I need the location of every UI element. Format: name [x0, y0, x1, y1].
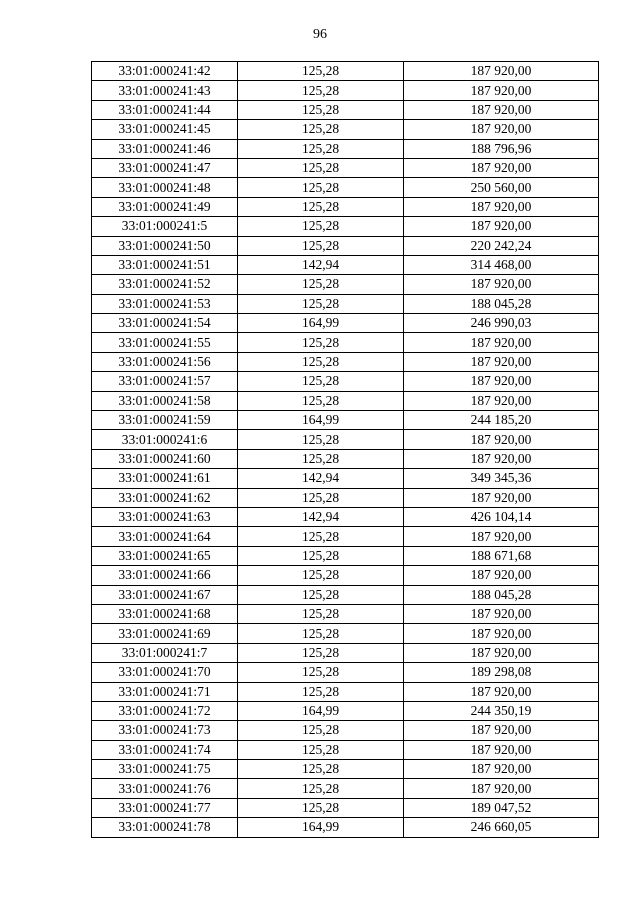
table-row: [92, 255, 599, 274]
table-row: [92, 139, 599, 158]
area-cell: 125,28: [238, 294, 404, 313]
cadastral-number-cell: 33:01:000241:49: [92, 197, 238, 216]
value-cell: 187 920,00: [404, 391, 599, 410]
value-cell: 187 920,00: [404, 721, 599, 740]
value-cell: 187 920,00: [404, 604, 599, 623]
table-row: [92, 314, 599, 333]
table-row: [92, 294, 599, 313]
area-cell: 125,28: [238, 760, 404, 779]
cadastral-number-cell: 33:01:000241:42: [92, 62, 238, 81]
cadastral-number-cell: 33:01:000241:55: [92, 333, 238, 352]
cadastral-number-cell: 33:01:000241:73: [92, 721, 238, 740]
cadastral-number-cell: 33:01:000241:5: [92, 217, 238, 236]
area-cell: 125,28: [238, 566, 404, 585]
table-row: [92, 100, 599, 119]
cadastral-number-cell: 33:01:000241:76: [92, 779, 238, 798]
area-cell: 125,28: [238, 158, 404, 177]
table-row: [92, 740, 599, 759]
cadastral-number-cell: 33:01:000241:65: [92, 546, 238, 565]
cadastral-number-cell: 33:01:000241:44: [92, 100, 238, 119]
area-cell: 164,99: [238, 314, 404, 333]
cadastral-number-cell: 33:01:000241:53: [92, 294, 238, 313]
area-cell: 125,28: [238, 81, 404, 100]
cadastral-number-cell: 33:01:000241:48: [92, 178, 238, 197]
area-cell: 125,28: [238, 62, 404, 81]
table-row: [92, 120, 599, 139]
area-cell: 125,28: [238, 624, 404, 643]
table-row: [92, 236, 599, 255]
area-cell: 125,28: [238, 546, 404, 565]
area-cell: 125,28: [238, 275, 404, 294]
table-row: [92, 760, 599, 779]
area-cell: 125,28: [238, 372, 404, 391]
value-cell: 187 920,00: [404, 100, 599, 119]
cadastral-number-cell: 33:01:000241:46: [92, 139, 238, 158]
area-cell: 142,94: [238, 255, 404, 274]
value-cell: 187 920,00: [404, 430, 599, 449]
value-cell: 188 671,68: [404, 546, 599, 565]
area-cell: 164,99: [238, 701, 404, 720]
value-cell: 187 920,00: [404, 779, 599, 798]
value-cell: 189 047,52: [404, 798, 599, 817]
cadastral-number-cell: 33:01:000241:56: [92, 352, 238, 371]
cadastral-number-cell: 33:01:000241:77: [92, 798, 238, 817]
table-row: [92, 372, 599, 391]
value-cell: 187 920,00: [404, 488, 599, 507]
area-cell: 125,28: [238, 779, 404, 798]
value-cell: 187 920,00: [404, 120, 599, 139]
parcel-table: [91, 61, 599, 838]
cadastral-number-cell: 33:01:000241:54: [92, 314, 238, 333]
value-cell: 187 920,00: [404, 352, 599, 371]
area-cell: 125,28: [238, 430, 404, 449]
value-cell: 188 045,28: [404, 294, 599, 313]
table-row: [92, 624, 599, 643]
table-row: [92, 663, 599, 682]
cadastral-number-cell: 33:01:000241:75: [92, 760, 238, 779]
table-row: [92, 411, 599, 430]
table-row: [92, 527, 599, 546]
table-row: [92, 81, 599, 100]
table-row: [92, 643, 599, 662]
area-cell: 125,28: [238, 333, 404, 352]
value-cell: 314 468,00: [404, 255, 599, 274]
area-cell: 164,99: [238, 411, 404, 430]
table-row: [92, 701, 599, 720]
table-row: [92, 333, 599, 352]
cadastral-number-cell: 33:01:000241:63: [92, 507, 238, 526]
value-cell: 188 796,96: [404, 139, 599, 158]
area-cell: 125,28: [238, 197, 404, 216]
page-number: 96: [313, 27, 327, 42]
area-cell: 125,28: [238, 391, 404, 410]
value-cell: 187 920,00: [404, 217, 599, 236]
cadastral-number-cell: 33:01:000241:52: [92, 275, 238, 294]
cadastral-number-cell: 33:01:000241:70: [92, 663, 238, 682]
value-cell: 246 660,05: [404, 818, 599, 837]
cadastral-number-cell: 33:01:000241:64: [92, 527, 238, 546]
table-row: [92, 391, 599, 410]
table-row: [92, 604, 599, 623]
area-cell: 142,94: [238, 507, 404, 526]
table-row: [92, 779, 599, 798]
area-cell: 125,28: [238, 139, 404, 158]
cadastral-number-cell: 33:01:000241:62: [92, 488, 238, 507]
area-cell: 125,28: [238, 721, 404, 740]
table-row: [92, 546, 599, 565]
cadastral-number-cell: 33:01:000241:78: [92, 818, 238, 837]
table-row: [92, 507, 599, 526]
value-cell: 187 920,00: [404, 158, 599, 177]
value-cell: 189 298,08: [404, 663, 599, 682]
area-cell: 125,28: [238, 449, 404, 468]
cadastral-number-cell: 33:01:000241:7: [92, 643, 238, 662]
area-cell: 125,28: [238, 527, 404, 546]
value-cell: 246 990,03: [404, 314, 599, 333]
area-cell: 125,28: [238, 682, 404, 701]
area-cell: 125,28: [238, 643, 404, 662]
table-row: [92, 217, 599, 236]
table-row: [92, 721, 599, 740]
cadastral-number-cell: 33:01:000241:74: [92, 740, 238, 759]
value-cell: 426 104,14: [404, 507, 599, 526]
value-cell: 349 345,36: [404, 469, 599, 488]
value-cell: 187 920,00: [404, 81, 599, 100]
cadastral-number-cell: 33:01:000241:50: [92, 236, 238, 255]
table-row: [92, 352, 599, 371]
value-cell: 187 920,00: [404, 682, 599, 701]
area-cell: 125,28: [238, 740, 404, 759]
table-row: [92, 275, 599, 294]
area-cell: 125,28: [238, 585, 404, 604]
value-cell: 187 920,00: [404, 740, 599, 759]
area-cell: 125,28: [238, 217, 404, 236]
cadastral-number-cell: 33:01:000241:59: [92, 411, 238, 430]
value-cell: 187 920,00: [404, 643, 599, 662]
table-row: [92, 818, 599, 837]
table-row: [92, 430, 599, 449]
table-row: [92, 798, 599, 817]
area-cell: 125,28: [238, 352, 404, 371]
cadastral-number-cell: 33:01:000241:66: [92, 566, 238, 585]
table-row: [92, 158, 599, 177]
table-row: [92, 469, 599, 488]
cadastral-number-cell: 33:01:000241:47: [92, 158, 238, 177]
value-cell: 244 185,20: [404, 411, 599, 430]
area-cell: 142,94: [238, 469, 404, 488]
value-cell: 187 920,00: [404, 566, 599, 585]
table-row: [92, 566, 599, 585]
value-cell: 187 920,00: [404, 62, 599, 81]
area-cell: 125,28: [238, 663, 404, 682]
value-cell: 220 242,24: [404, 236, 599, 255]
value-cell: 187 920,00: [404, 624, 599, 643]
value-cell: 187 920,00: [404, 760, 599, 779]
area-cell: 125,28: [238, 100, 404, 119]
area-cell: 125,28: [238, 236, 404, 255]
cadastral-number-cell: 33:01:000241:61: [92, 469, 238, 488]
cadastral-number-cell: 33:01:000241:68: [92, 604, 238, 623]
table-row: [92, 585, 599, 604]
area-cell: 125,28: [238, 120, 404, 139]
value-cell: 187 920,00: [404, 527, 599, 546]
area-cell: 125,28: [238, 604, 404, 623]
table-row: [92, 197, 599, 216]
value-cell: 244 350,19: [404, 701, 599, 720]
cadastral-number-cell: 33:01:000241:69: [92, 624, 238, 643]
value-cell: 187 920,00: [404, 333, 599, 352]
area-cell: 125,28: [238, 798, 404, 817]
value-cell: 187 920,00: [404, 372, 599, 391]
table-row: [92, 488, 599, 507]
cadastral-number-cell: 33:01:000241:6: [92, 430, 238, 449]
cadastral-number-cell: 33:01:000241:51: [92, 255, 238, 274]
table-row: [92, 178, 599, 197]
table-row: [92, 62, 599, 81]
value-cell: 188 045,28: [404, 585, 599, 604]
cadastral-number-cell: 33:01:000241:67: [92, 585, 238, 604]
cadastral-number-cell: 33:01:000241:58: [92, 391, 238, 410]
area-cell: 125,28: [238, 488, 404, 507]
area-cell: 164,99: [238, 818, 404, 837]
cadastral-number-cell: 33:01:000241:71: [92, 682, 238, 701]
cadastral-number-cell: 33:01:000241:57: [92, 372, 238, 391]
cadastral-number-cell: 33:01:000241:45: [92, 120, 238, 139]
value-cell: 250 560,00: [404, 178, 599, 197]
value-cell: 187 920,00: [404, 449, 599, 468]
cadastral-number-cell: 33:01:000241:60: [92, 449, 238, 468]
table-row: [92, 449, 599, 468]
parcel-table-body: [92, 62, 599, 838]
value-cell: 187 920,00: [404, 275, 599, 294]
cadastral-number-cell: 33:01:000241:72: [92, 701, 238, 720]
area-cell: 125,28: [238, 178, 404, 197]
value-cell: 187 920,00: [404, 197, 599, 216]
table-row: [92, 682, 599, 701]
cadastral-number-cell: 33:01:000241:43: [92, 81, 238, 100]
